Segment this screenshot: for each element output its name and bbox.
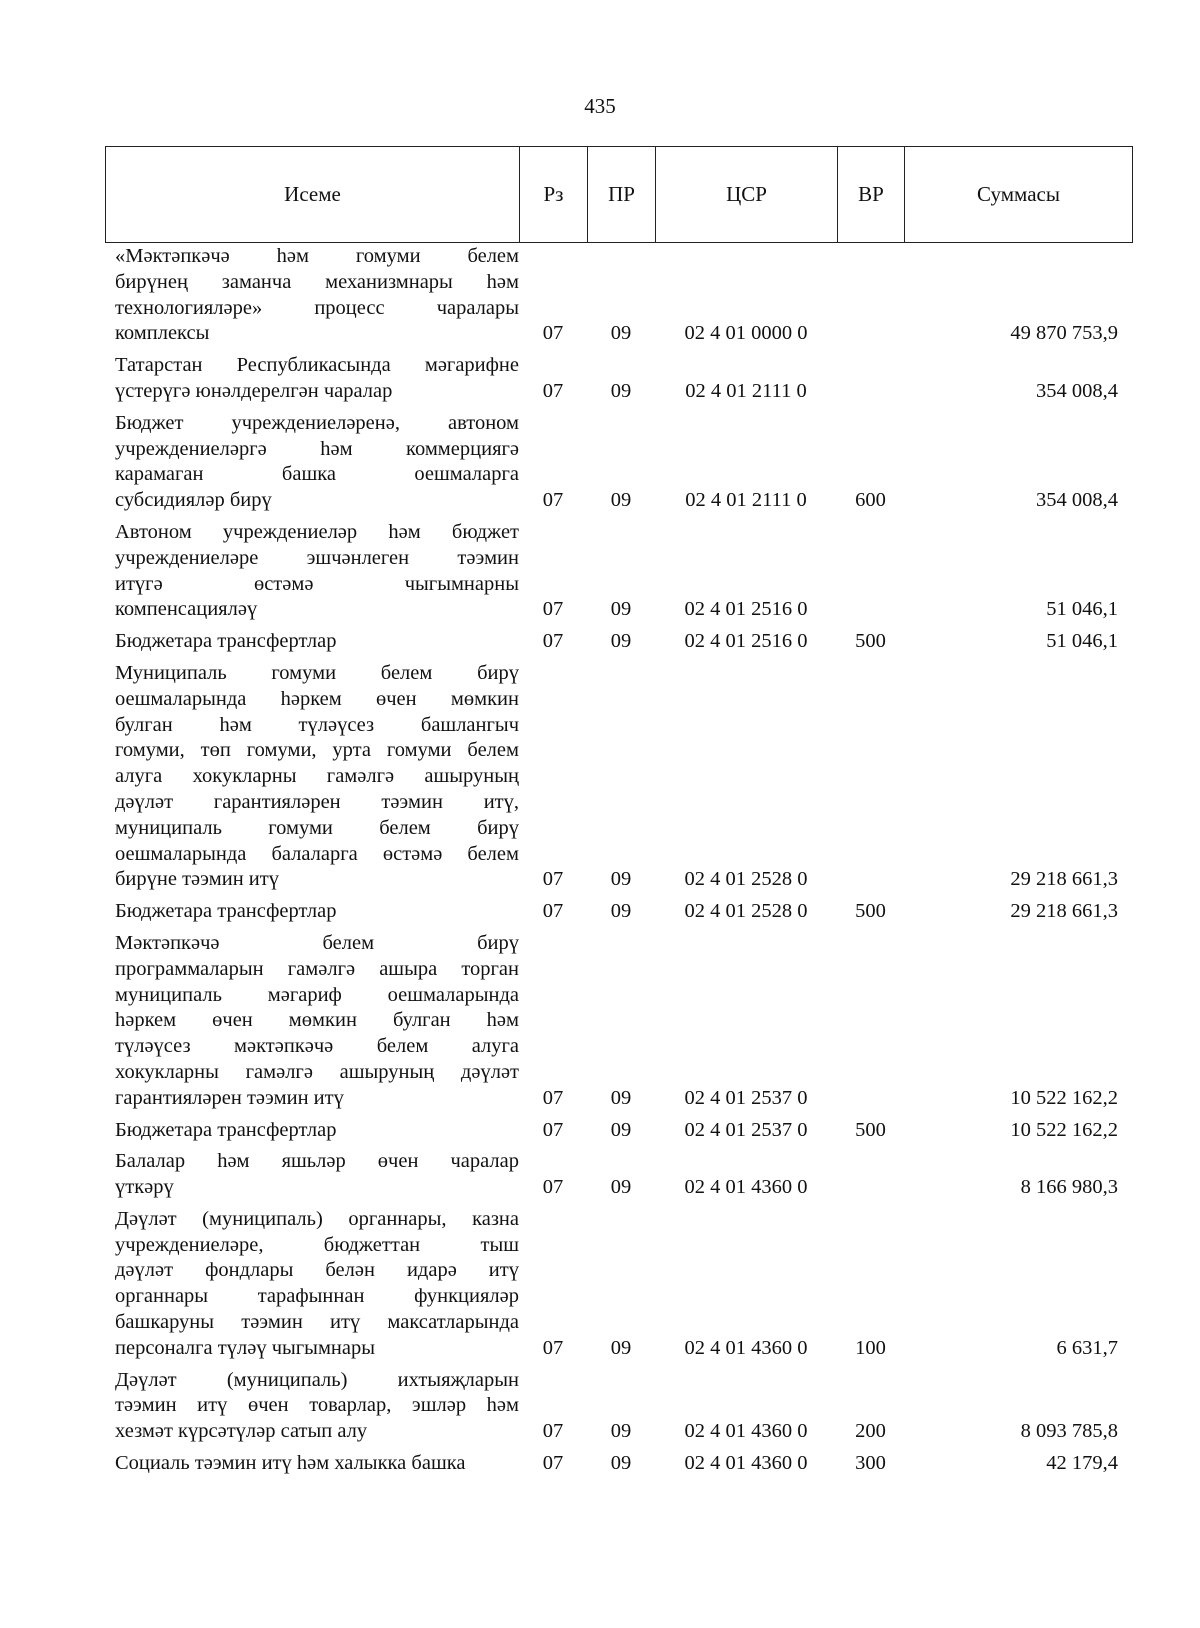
row-name-line: бирүнең заманча механизмнары һәм	[115, 270, 519, 293]
row-name-line: «Мәктәпкәчә һәм гомуми белем	[115, 245, 519, 267]
row-name-line: комплексы	[115, 322, 210, 345]
row-csr: 02 4 01 2528 0	[684, 868, 808, 891]
row-vr: 600	[855, 489, 886, 512]
row-vr: 500	[855, 1118, 886, 1141]
row-name-line: хезмәт күрсәтүләр сатып алу	[115, 1420, 368, 1443]
row-pr: 09	[610, 379, 632, 402]
row-csr: 02 4 01 2111 0	[685, 379, 807, 402]
row-sum: 51 046,1	[1046, 598, 1118, 621]
table-row	[105, 931, 1132, 1112]
row-rz: 07	[542, 1420, 564, 1443]
row-name-line: Муниципаль гомуми белем бирү	[115, 661, 519, 684]
row-vr: 500	[855, 900, 886, 923]
row-vr: 100	[855, 1336, 886, 1359]
row-name-line: Бюджет учреждениеләренә, автоном	[115, 411, 519, 434]
row-csr: 02 4 01 2537 0	[684, 1086, 808, 1109]
row-pr: 09	[610, 1420, 632, 1443]
page-number: 435	[584, 94, 616, 118]
row-name-line: органнары тарафыннан функцияләр	[115, 1285, 519, 1308]
table-row	[105, 411, 1132, 514]
table-row	[105, 244, 1132, 347]
row-name-line: Бюджетара трансфертлар	[115, 1118, 337, 1141]
row-vr: 200	[855, 1420, 886, 1443]
row-rz: 07	[542, 1118, 564, 1141]
row-pr: 09	[610, 489, 632, 512]
row-vr: 500	[855, 630, 886, 653]
row-sum: 10 522 162,2	[1010, 1086, 1118, 1109]
row-name-line: муниципаль гомуми белем бирү	[115, 816, 519, 839]
table-row	[105, 520, 1132, 623]
row-pr: 09	[610, 900, 632, 923]
row-csr: 02 4 01 4360 0	[684, 1336, 808, 1359]
table-row	[105, 1118, 1132, 1144]
row-name-line: учреждениеләре, бюджеттан тыш	[115, 1233, 519, 1256]
row-sum: 10 522 162,2	[1010, 1118, 1118, 1141]
row-name	[105, 244, 519, 347]
row-name	[105, 1118, 519, 1144]
row-csr: 02 4 01 2528 0	[684, 900, 808, 923]
row-name-line: Татарстан Республикасында мәгарифне	[115, 354, 519, 377]
row-name-line: технологияләре» процесс чаралары	[115, 296, 519, 319]
header-rz: Рз	[520, 147, 588, 243]
row-pr: 09	[610, 1118, 632, 1141]
row-rz: 07	[542, 1086, 564, 1109]
table-row	[105, 1368, 1132, 1445]
row-name	[105, 1207, 519, 1362]
row-name-line: бирүне тәэмин итү	[115, 868, 279, 891]
row-rz: 07	[542, 1176, 564, 1199]
row-csr: 02 4 01 2111 0	[685, 489, 807, 512]
row-rz: 07	[542, 630, 564, 653]
row-name-line: булган һәм түләүсез башлангыч	[115, 713, 519, 736]
row-sum: 49 870 753,9	[1010, 322, 1118, 345]
table-row	[105, 353, 1132, 405]
row-name-line: алуга хокукларны гамәлгә ашыруның	[115, 765, 519, 788]
row-rz: 07	[542, 868, 564, 891]
table-row	[105, 1149, 1132, 1201]
table-row	[105, 1451, 1132, 1477]
table-body	[105, 244, 1132, 1483]
row-sum: 354 008,4	[1036, 379, 1118, 402]
row-sum: 8 166 980,3	[1020, 1176, 1118, 1199]
row-name-line: итүгә өстәмә чыгымнарны	[115, 572, 519, 595]
row-name-line: дәүләт фондлары белән идарә итү	[115, 1259, 519, 1282]
table-row	[105, 1207, 1132, 1362]
row-name-line: Мәктәпкәчә белем бирү	[115, 931, 519, 954]
row-name-line: учреждениеләргә һәм коммерциягә	[115, 437, 519, 460]
row-pr: 09	[610, 1452, 632, 1475]
row-csr: 02 4 01 4360 0	[684, 1452, 808, 1475]
row-name-line: түләүсез мәктәпкәчә белем алуга	[115, 1035, 519, 1058]
row-name-line: Дәүләт (муниципаль) ихтыяҗларын	[115, 1368, 519, 1391]
row-rz: 07	[542, 379, 564, 402]
header-pr: ПР	[588, 147, 656, 243]
header-vr: ВР	[838, 147, 905, 243]
header-csr: ЦСР	[656, 147, 838, 243]
row-name-line: персоналга түләү чыгымнары	[115, 1336, 376, 1359]
row-pr: 09	[610, 322, 632, 345]
row-name-line: Бюджетара трансфертлар	[115, 630, 337, 653]
row-name-line: Дәүләт (муниципаль) органнары, казна	[115, 1207, 519, 1230]
row-rz: 07	[542, 1336, 564, 1359]
row-name	[105, 931, 519, 1112]
row-name	[105, 411, 519, 514]
row-csr: 02 4 01 0000 0	[684, 322, 808, 345]
row-name-line: программаларын гамәлгә ашыра торган	[115, 957, 519, 980]
row-sum: 354 008,4	[1036, 489, 1118, 512]
row-name-line: оешмаларында балаларга өстәмә белем	[115, 842, 519, 865]
row-name	[105, 661, 519, 893]
row-pr: 09	[610, 1336, 632, 1359]
row-name-line: Бюджетара трансфертлар	[115, 900, 337, 923]
row-name-line: Социаль тәэмин итү һәм халыкка башка	[115, 1452, 466, 1475]
row-name	[105, 1368, 519, 1445]
row-csr: 02 4 01 2537 0	[684, 1118, 808, 1141]
row-name-line: компенсацияләү	[115, 598, 258, 621]
row-name-line: гомуми, төп гомуми, урта гомуми белем	[115, 739, 519, 762]
row-vr: 300	[855, 1452, 886, 1475]
table-row	[105, 899, 1132, 925]
row-name-line: дәүләт гарантияләрен тәэмин итү,	[115, 790, 519, 813]
row-name	[105, 353, 519, 405]
row-name-line: Автоном учреждениеләр һәм бюджет	[115, 520, 519, 543]
row-name-line: субсидияләр бирү	[115, 489, 272, 512]
row-name-line: хокукларны гамәлгә ашыруның дәүләт	[115, 1060, 519, 1083]
row-pr: 09	[610, 598, 632, 621]
row-name-line: һәркем өчен мөмкин булган һәм	[115, 1009, 519, 1032]
row-name-line: оешмаларында һәркем өчен мөмкин	[115, 687, 519, 710]
row-rz: 07	[542, 1452, 564, 1475]
row-name-line: муниципаль мәгариф оешмаларында	[115, 983, 519, 1006]
row-rz: 07	[542, 322, 564, 345]
row-csr: 02 4 01 2516 0	[684, 630, 808, 653]
row-pr: 09	[610, 1176, 632, 1199]
row-sum: 29 218 661,3	[1010, 868, 1118, 891]
row-rz: 07	[542, 598, 564, 621]
row-name-line: карамаган башка оешмаларга	[115, 463, 519, 486]
row-csr: 02 4 01 4360 0	[684, 1420, 808, 1443]
row-name-line: тәэмин итү өчен товарлар, эшләр һәм	[115, 1394, 519, 1417]
row-sum: 51 046,1	[1046, 630, 1118, 653]
row-name	[105, 1451, 519, 1477]
table-header	[105, 146, 1133, 243]
row-csr: 02 4 01 2516 0	[684, 598, 808, 621]
row-pr: 09	[610, 868, 632, 891]
row-sum: 8 093 785,8	[1020, 1420, 1118, 1443]
row-sum: 42 179,4	[1046, 1452, 1118, 1475]
row-name-line: үткәрү	[115, 1176, 174, 1199]
row-rz: 07	[542, 900, 564, 923]
row-sum: 29 218 661,3	[1010, 900, 1118, 923]
table-row	[105, 629, 1132, 655]
row-name	[105, 629, 519, 655]
table-row	[105, 661, 1132, 893]
row-name-line: гарантияләрен тәэмин итү	[115, 1086, 344, 1109]
row-name	[105, 899, 519, 925]
row-name-line: башкаруны тәэмин итү максатларында	[115, 1311, 519, 1334]
row-sum: 6 631,7	[1056, 1336, 1118, 1359]
row-name	[105, 1149, 519, 1201]
row-name	[105, 520, 519, 623]
row-name-line: үстерүгә юнәлдерелгән чаралар	[115, 379, 393, 402]
row-pr: 09	[610, 1086, 632, 1109]
header-name: Исеме	[106, 147, 520, 243]
row-name-line: учреждениеләре эшчәнлеген тәэмин	[115, 546, 519, 569]
row-pr: 09	[610, 630, 632, 653]
row-name-line: Балалар һәм яшьләр өчен чаралар	[115, 1150, 519, 1173]
header-sum: Суммасы	[905, 147, 1133, 243]
row-csr: 02 4 01 4360 0	[684, 1176, 808, 1199]
row-rz: 07	[542, 489, 564, 512]
